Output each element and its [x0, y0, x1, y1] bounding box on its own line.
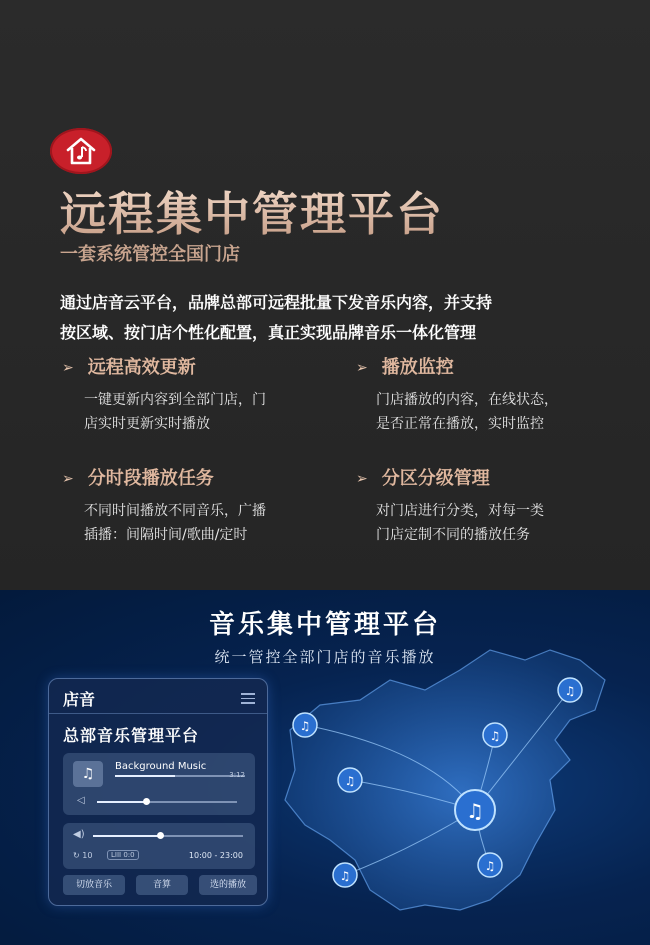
arrow-icon: ➢: [62, 360, 74, 376]
arrow-icon: ➢: [356, 471, 368, 487]
svg-text:♫: ♫: [564, 684, 576, 698]
prev-icon[interactable]: ◁: [77, 795, 85, 806]
music-note-icon: ♫: [73, 761, 103, 787]
svg-text:♫: ♫: [484, 859, 496, 873]
svg-text:♫: ♫: [344, 774, 356, 788]
section-title: 音乐集中管理平台: [208, 610, 441, 640]
loop-count: ↻ 10: [73, 851, 93, 860]
page-title: 远程集中管理平台: [60, 187, 444, 241]
panel-title: 总部音乐管理平台: [63, 726, 200, 745]
feature-play-monitor: [356, 356, 616, 436]
map-pin-icon: [455, 790, 495, 830]
feature-text: 不同时间播放不同音乐，广播: [84, 503, 266, 519]
feature-timed-tasks: [62, 467, 322, 547]
feature-text: 是否正常在播放，实时监控: [376, 416, 544, 432]
description: [60, 288, 600, 348]
feature-title: 远程高效更新: [87, 357, 196, 378]
track-time: 3:12: [229, 771, 245, 779]
feature-text: 门店定制不同的播放任务: [376, 527, 530, 543]
menu-icon[interactable]: [241, 693, 255, 707]
bottom-section: [0, 590, 650, 945]
track-progress[interactable]: [115, 775, 245, 777]
loop-count-value: 10: [82, 851, 93, 860]
music-house-icon: [64, 136, 98, 166]
svg-text:♫: ♫: [339, 869, 351, 883]
svg-text:♫: ♫: [466, 799, 484, 823]
mode-chip[interactable]: LIII 0:0: [107, 850, 139, 860]
volume-slider[interactable]: [93, 835, 243, 837]
page-subtitle: 一套系统管控全国门店: [60, 244, 240, 265]
description-line: 通过店音云平台，品牌总部可远程批量下发音乐内容，并支持: [60, 293, 493, 312]
schedule-card: [63, 823, 255, 869]
feature-title: 分时段播放任务: [87, 468, 214, 489]
select-play-button[interactable]: 选的播放: [199, 875, 257, 895]
arrow-icon: ➢: [62, 471, 74, 487]
app-mockup: [48, 678, 268, 906]
feature-title: 分区分级管理: [381, 468, 490, 489]
seek-knob[interactable]: [143, 798, 150, 805]
arrow-icon: ➢: [356, 360, 368, 376]
feature-text: 插播：间隔时间/歌曲/定时: [84, 527, 248, 543]
mute-button[interactable]: 音算: [136, 875, 188, 895]
svg-text:♫: ♫: [489, 729, 501, 743]
feature-text: 门店播放的内容，在线状态，: [376, 392, 558, 408]
time-range: 10:00 - 23:00: [188, 851, 243, 860]
divider: [49, 713, 267, 714]
seek-slider[interactable]: [97, 801, 237, 803]
logo-badge: [50, 128, 112, 174]
feature-text: 一键更新内容到全部门店，门: [84, 392, 266, 408]
feature-remote-update: [62, 356, 322, 436]
description-line: 按区域、按门店个性化配置，真正实现品牌音乐一体化管理: [60, 323, 477, 342]
app-name: 店音: [63, 690, 96, 709]
track-name: Background Music: [115, 761, 207, 772]
switch-music-button[interactable]: 切放音乐: [63, 875, 125, 895]
feature-text: 对门店进行分类，对每一类: [376, 503, 544, 519]
now-playing-card: [63, 753, 255, 815]
feature-text: 店实时更新实时播放: [84, 416, 210, 432]
volume-knob[interactable]: [157, 832, 164, 839]
feature-title: 播放监控: [381, 357, 454, 378]
section-subtitle: 统一管控全部门店的音乐播放: [214, 648, 436, 666]
svg-text:♫: ♫: [299, 719, 311, 733]
action-buttons: [63, 875, 257, 895]
feature-zone-management: [356, 467, 616, 547]
volume-icon[interactable]: ◀): [73, 829, 85, 840]
